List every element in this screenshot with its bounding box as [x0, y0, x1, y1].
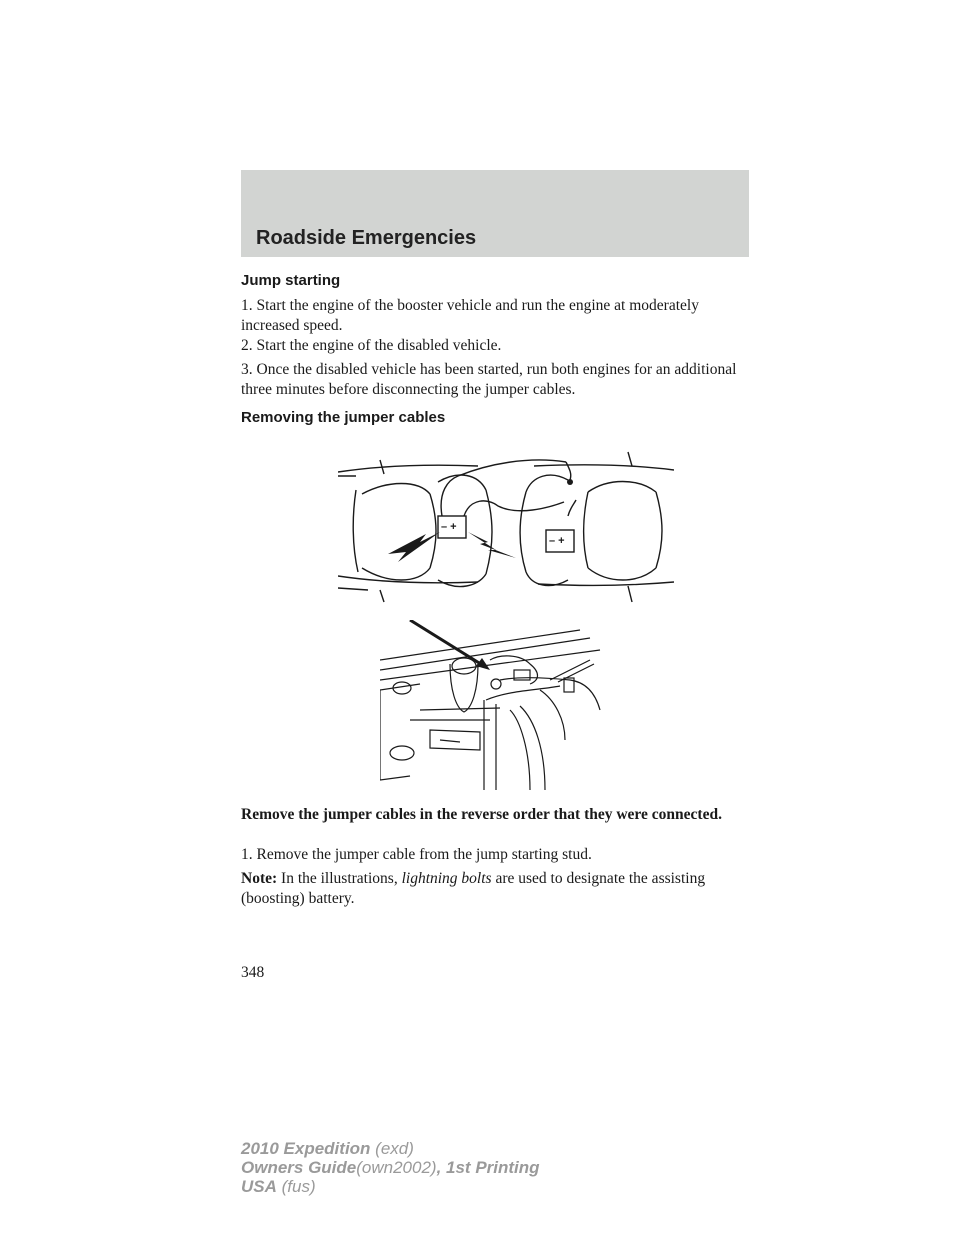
footer-region: USA	[241, 1177, 277, 1196]
jumper-cables-vehicles-illustration	[338, 436, 674, 606]
step-3-text: 3. Once the disabled vehicle has been started, run both engines for an additional three minutes before disconnecting the jumper cables.	[241, 361, 737, 398]
step-1-text: 1. Start the engine of the booster vehicle and run the engine at moderately increased speed.	[241, 297, 699, 334]
footer-guide: Owners Guide	[241, 1158, 357, 1177]
footer-model-code: (exd)	[375, 1139, 414, 1158]
note-label: Note:	[241, 870, 278, 887]
footer-guide-code: (own2002)	[356, 1158, 437, 1177]
battery-left-terminals: – +	[441, 521, 457, 533]
print-footer	[241, 1139, 540, 1196]
section-title: Roadside Emergencies	[256, 227, 477, 249]
battery-right-terminals: – +	[549, 535, 565, 547]
footer-printing: , 1st Printing	[436, 1158, 540, 1177]
note-text-italic: lightning bolts	[401, 870, 492, 887]
heading-jump-starting: Jump starting	[241, 272, 341, 289]
step-2-text: 2. Start the engine of the disabled vehicle.	[241, 337, 502, 354]
arrow-icon	[410, 620, 484, 666]
heading-removing-cables: Removing the jumper cables	[241, 409, 446, 426]
removal-instruction: Remove the jumper cables in the reverse order that they were connected.	[241, 806, 722, 823]
note-paragraph	[241, 869, 761, 909]
footer-region-code: (fus)	[281, 1177, 316, 1196]
footer-model: 2010 Expedition	[241, 1139, 371, 1158]
jump-starting-stud-illustration	[380, 620, 610, 790]
note-text-pre: In the illustrations,	[281, 870, 398, 887]
page-number: 348	[241, 964, 265, 981]
removal-step-1: 1. Remove the jumper cable from the jump starting stud.	[241, 846, 592, 863]
note-text-post: are used to designate the assisting (boosting) battery.	[241, 870, 706, 907]
